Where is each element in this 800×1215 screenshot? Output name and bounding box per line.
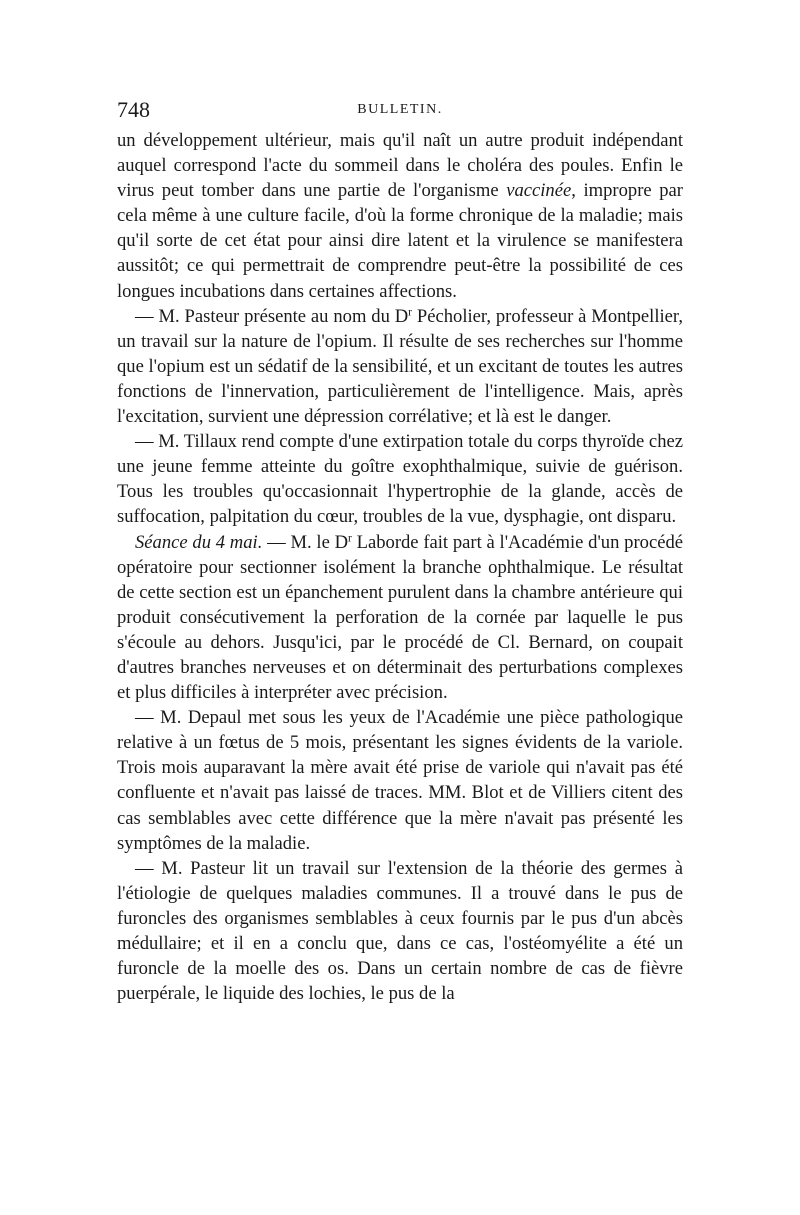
paragraph-text: — M. Tillaux rend compte d'une extirpation totale du corps thyroïde chez une jeune femme atteinte du goître exophthalmique, suivie de guérison. Tous les troubles qu'occasionnait l'hypertrophie de la glande, accès de suffocation, palpitation du cœur, troubles de la vue, dysphagie, ont disparu.: [117, 431, 683, 528]
page-header: [117, 96, 683, 124]
superscript: r: [408, 306, 413, 319]
superscript: r: [348, 532, 352, 545]
paragraph-text: — M. Pasteur présente au nom du D: [135, 305, 409, 327]
page-number: 748: [117, 97, 150, 122]
paragraph-seance-4-mai: [117, 530, 683, 706]
running-title: BULLETIN.: [357, 102, 443, 117]
italic-word: vaccinée: [506, 180, 572, 202]
body-text: [117, 128, 683, 1006]
paragraph-text: — M. Pasteur lit un travail sur l'extension de la théorie des germes à l'étiologie de quelques maladies communes. Il a trouvé dans le pus de furoncles des organismes semblables à ceux fournis par le pus d'un abcès médullaire; et il en a conclu que, dans ce cas, l'ostéomyélite a été un furoncle de la moelle des os. Dans un certain nombre de cas de fièvre puerpérale, le liquide des lochies, le pus de la: [117, 857, 683, 1005]
paragraph-continuation: [117, 128, 683, 304]
paragraph-text: — M. Depaul met sous les yeux de l'Académie une pièce pathologique relative à un fœtus de 5 mois, présentant les signes évidents de la variole. Trois mois auparavant la mère avait été prise de variole qui n'avait pas été confluente et n'avait pas laissé de traces. MM. Blot et de Villiers citent des cas semblables avec cette différence que la mère n'avait pas présenté les symptômes de la maladie.: [117, 707, 683, 854]
paragraph-text: Pécholier, professeur à Montpellier, un travail sur la nature de l'opium. Il résulte de ses recherches sur l'homme que l'opium est un sédatif de la sensibilité, et un excitant de toutes les autres fonctions de l'innervation, particulièrement de l'intelligence. Mais, après l'excitation, survient une dépression corrélative; et là est le danger.: [117, 305, 683, 428]
paragraph-text: , impropre par cela même à une culture facile, d'où la forme chronique de la maladie; mais qu'il sorte de cet état pour ainsi dire latent et la virulence se manifestera aussitôt; ce qui permettrait de comprendre peut-être la possibilité de ces longues incubations dans certaines affections.: [117, 180, 684, 302]
book-page: [117, 96, 683, 1006]
paragraph-text: Laborde fait part à l'Académie d'un procédé opératoire pour sectionner isolément la branche ophthalmique. Le résultat de cette section est un épanchement purulent dans la chambre antérieure qui produit consécutivement la perforation de la cornée par laquelle le pus s'écoule au dehors. Jusqu'ici, par le procédé de Cl. Bernard, on coupait d'autres branches nerveuses et on déterminait des perturbations complexes et plus difficiles à interpréter avec précision.: [117, 531, 684, 704]
paragraph-pecholier: [117, 304, 683, 429]
paragraph-tillaux: [117, 429, 683, 529]
paragraph-text: — M. le D: [262, 531, 349, 553]
paragraph-text: un développement ultérieur, mais qu'il naît un autre produit indépendant auquel correspond l'acte du sommeil dans le choléra des poules. Enfin le virus peut tomber dans une partie de l'organisme: [117, 130, 683, 202]
paragraph-depaul: [117, 705, 683, 856]
paragraph-pasteur-germes: [117, 856, 683, 1007]
session-date-label: Séance du 4 mai.: [135, 531, 263, 553]
